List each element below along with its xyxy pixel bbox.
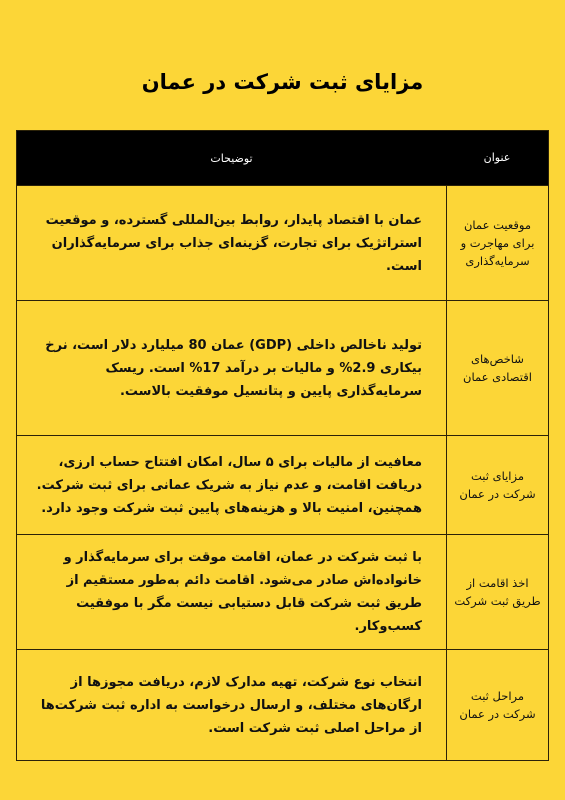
- table-row: [17, 435, 548, 534]
- page-title: مزایای ثبت شرکت در عمان: [141, 70, 424, 95]
- table-header: [17, 131, 548, 185]
- row-title-cell: موقعیت عمان برای مهاجرت و سرمایه‌گذاری: [446, 186, 548, 300]
- benefits-table: [16, 130, 549, 761]
- row-title-cell: اخذ اقامت از طریق ثبت شرکت: [446, 535, 548, 649]
- row-description-cell: عمان با اقتصاد پایدار، روابط بین‌المللی گسترده، و موقعیت استراتژیک برای تجارت، گزینه‌ای جذاب برای سرمایه‌گذاران است.: [45, 212, 422, 274]
- table-row: [17, 300, 548, 435]
- header-description-cell: توضیحات: [210, 151, 253, 165]
- row-description-cell: انتخاب نوع شرکت، تهیه مدارک لازم، دریافت مجوزها از ارگان‌های مختلف، و ارسال درخواست به اداره ثبت شرکت‌ها از مراحل اصلی ثبت شرکت است.: [40, 674, 422, 736]
- row-title-cell: شاخص‌های اقتصادی عمان: [446, 301, 548, 435]
- row-description-cell: معافیت از مالیات برای ۵ سال، امکان افتتاح حساب ارزی، دریافت اقامت، و عدم نیاز به شریک عمانی برای ثبت شرکت. همچنین، امنیت بالا و هزینه‌های پایین ثبت شرکت وجود دارد.: [36, 454, 422, 516]
- table-row: [17, 534, 548, 649]
- header-title-cell: عنوان: [483, 151, 511, 164]
- row-title-cell: مزایای ثبت شرکت در عمان: [446, 436, 548, 534]
- table-row: [17, 185, 548, 300]
- row-description-cell: تولید ناخالص داخلی (GDP) عمان 80 میلیارد دلار است، نرخ بیکاری 2.9% و مالیات بر درآمد 17% است. ریسک سرمایه‌گذاری پایین و پتانسیل موفقیت بالاست.: [45, 337, 422, 399]
- table-row: [17, 649, 548, 760]
- row-description-cell: با ثبت شرکت در عمان، اقامت موقت برای سرمایه‌گذار و خانواده‌اش صادر می‌شود. اقامت دائم به‌طور مستقیم از طریق ثبت شرکت قابل دستیابی نیست مگر با موفقیت کسب‌وکار.: [63, 550, 422, 634]
- row-title-cell: مراحل ثبت شرکت در عمان: [446, 650, 548, 760]
